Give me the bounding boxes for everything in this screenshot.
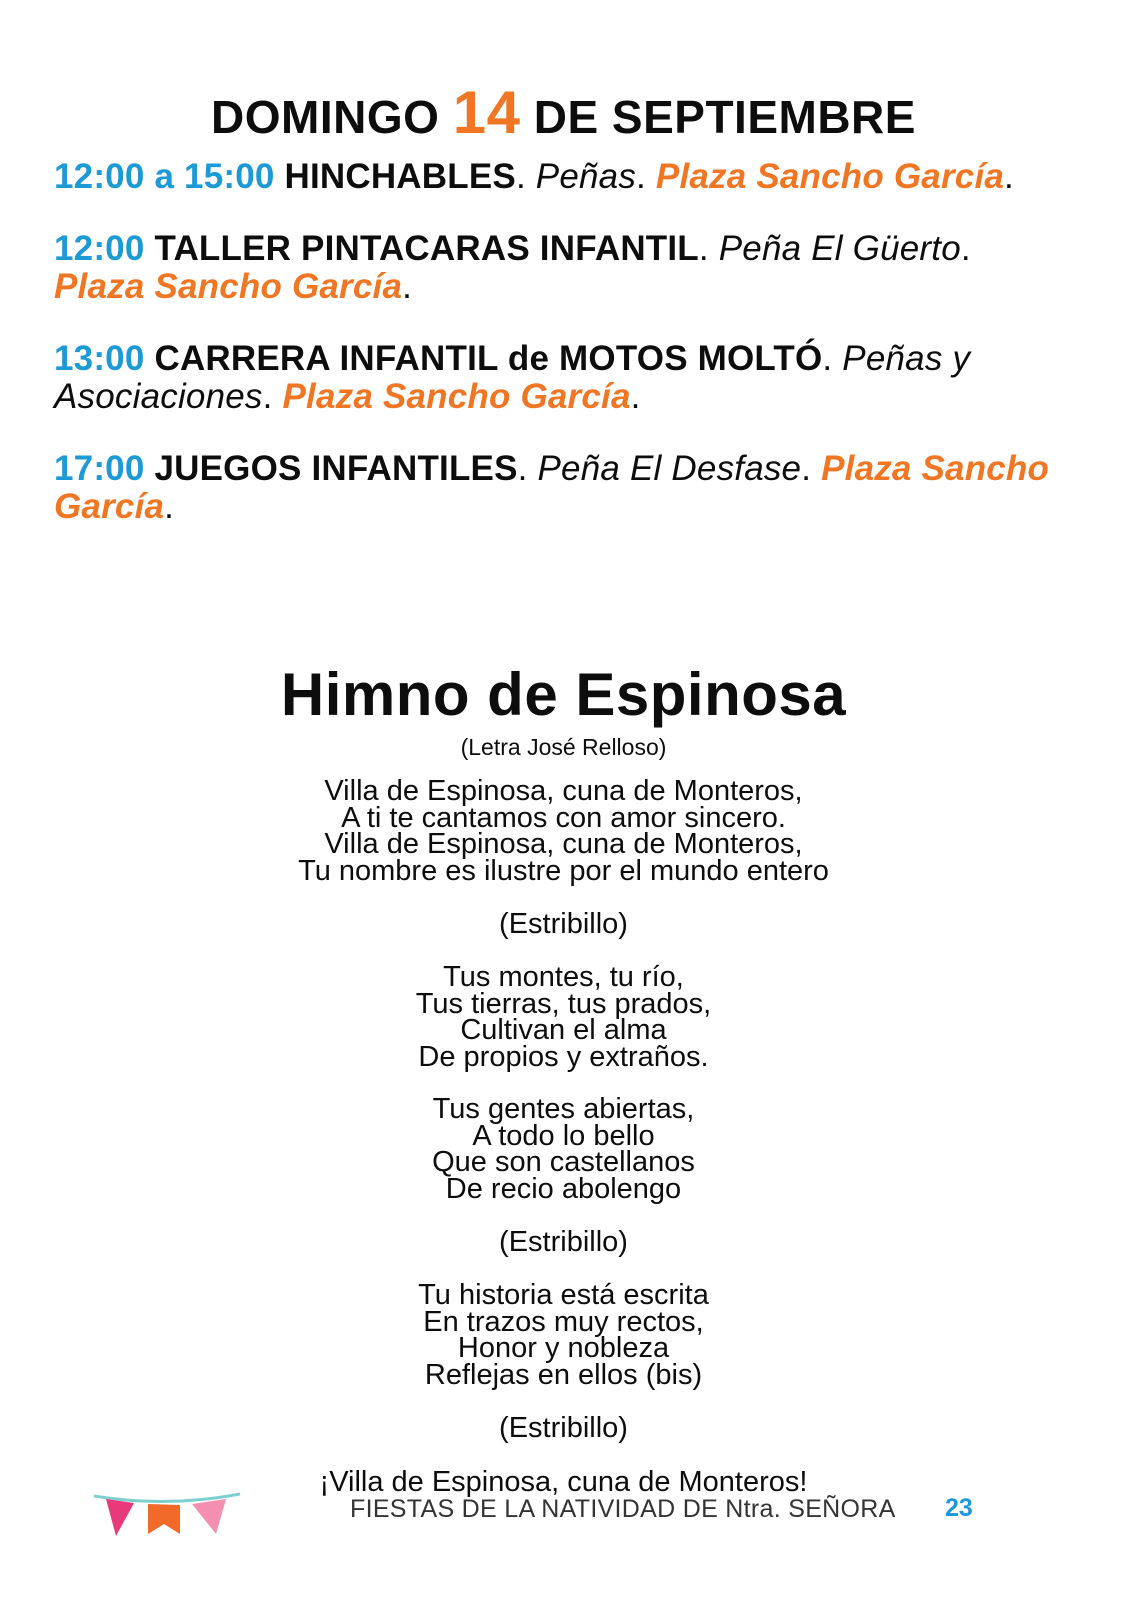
lyric-line: A ti te cantamos con amor sincero. xyxy=(341,801,786,834)
lyric-line: Tu historia está escrita xyxy=(418,1279,709,1311)
event-time: 17:00 xyxy=(54,449,145,488)
hymn-lyrics xyxy=(0,775,1127,1498)
lyric-line: Tus montes, tu río, xyxy=(443,961,684,993)
refrain-marker: (Estribillo) xyxy=(499,1412,628,1444)
lyric-line: Tus gentes abiertas, xyxy=(432,1093,695,1125)
day-heading xyxy=(0,78,1127,147)
month-text: DE SEPTIEMBRE xyxy=(533,91,916,143)
event-organizer: Peñas y Asociaciones xyxy=(54,339,971,416)
event-time: 13:00 xyxy=(54,339,145,378)
stanza xyxy=(0,961,1127,1073)
event-title: TALLER PINTACARAS INFANTIL xyxy=(154,229,699,268)
event-place: Plaza Sancho García xyxy=(54,267,403,306)
event-time: 12:00 a 15:00 xyxy=(54,157,275,196)
day-number: 14 xyxy=(452,79,521,146)
lyric-line: De propios y extraños. xyxy=(418,1040,709,1073)
page-number: 23 xyxy=(945,1494,973,1522)
lyric-line: Reflejas en ellos (bis) xyxy=(424,1358,703,1391)
final-line: ¡Villa de Espinosa, cuna de Monteros! xyxy=(319,1466,808,1498)
lyric-line: Tus tierras, tus prados, xyxy=(415,987,712,1020)
lyric-line: Cultivan el alma xyxy=(460,1014,667,1046)
event-place: Plaza Sancho García xyxy=(655,157,1005,196)
footer-text: FIESTAS DE LA NATIVIDAD DE Ntra. SEÑORA xyxy=(350,1495,896,1523)
event-title: CARRERA INFANTIL de MOTOS MOLTÓ xyxy=(154,339,823,378)
stanza xyxy=(0,1093,1127,1205)
event-item: 12:00 a 15:00 HINCHABLES. Peñas. Plaza Sancho García. xyxy=(54,157,1014,196)
lyric-line: Tu nombre es ilustre por el mundo entero xyxy=(298,854,829,887)
lyric-line: Villa de Espinosa, cuna de Monteros, xyxy=(324,828,803,860)
event-organizer: Peñas xyxy=(535,157,637,196)
event-list xyxy=(54,158,1064,560)
stanza xyxy=(0,1279,1127,1391)
event-title: JUEGOS INFANTILES xyxy=(154,449,518,488)
hymn-title: Himno de Espinosa xyxy=(280,661,847,728)
stanza xyxy=(0,775,1127,887)
event-time: 12:00 xyxy=(54,229,145,268)
refrain-marker: (Estribillo) xyxy=(499,908,628,940)
event-place: Plaza Sancho García xyxy=(282,377,631,416)
event-item: 13:00 CARRERA INFANTIL de MOTOS MOLTÓ. Peñas y Asociaciones. Plaza Sancho García. xyxy=(54,339,971,416)
event-title: HINCHABLES xyxy=(284,157,516,196)
lyric-line: Honor y nobleza xyxy=(457,1332,670,1364)
lyric-line: De recio abolengo xyxy=(445,1172,682,1205)
lyric-line: En trazos muy rectos, xyxy=(423,1305,704,1338)
event-organizer: Peña El Güerto xyxy=(718,229,961,268)
hymn-subtitle: (Letra José Relloso) xyxy=(460,734,667,760)
event-organizer: Peña El Desfase xyxy=(537,449,802,488)
day-word: DOMINGO xyxy=(211,91,440,143)
bunting-flags-icon xyxy=(92,1490,242,1542)
lyric-line: Villa de Espinosa, cuna de Monteros, xyxy=(324,775,803,807)
lyric-line: A todo lo bello xyxy=(472,1119,655,1152)
lyric-line: Que son castellanos xyxy=(432,1146,695,1178)
event-item: 17:00 JUEGOS INFANTILES. Peña El Desfase. Plaza Sancho García. xyxy=(54,449,1050,526)
event-place: Plaza Sancho García xyxy=(54,449,1050,526)
refrain-marker: (Estribillo) xyxy=(499,1226,628,1258)
event-item: 12:00 TALLER PINTACARAS INFANTIL. Peña El Güerto. Plaza Sancho García. xyxy=(54,229,971,306)
